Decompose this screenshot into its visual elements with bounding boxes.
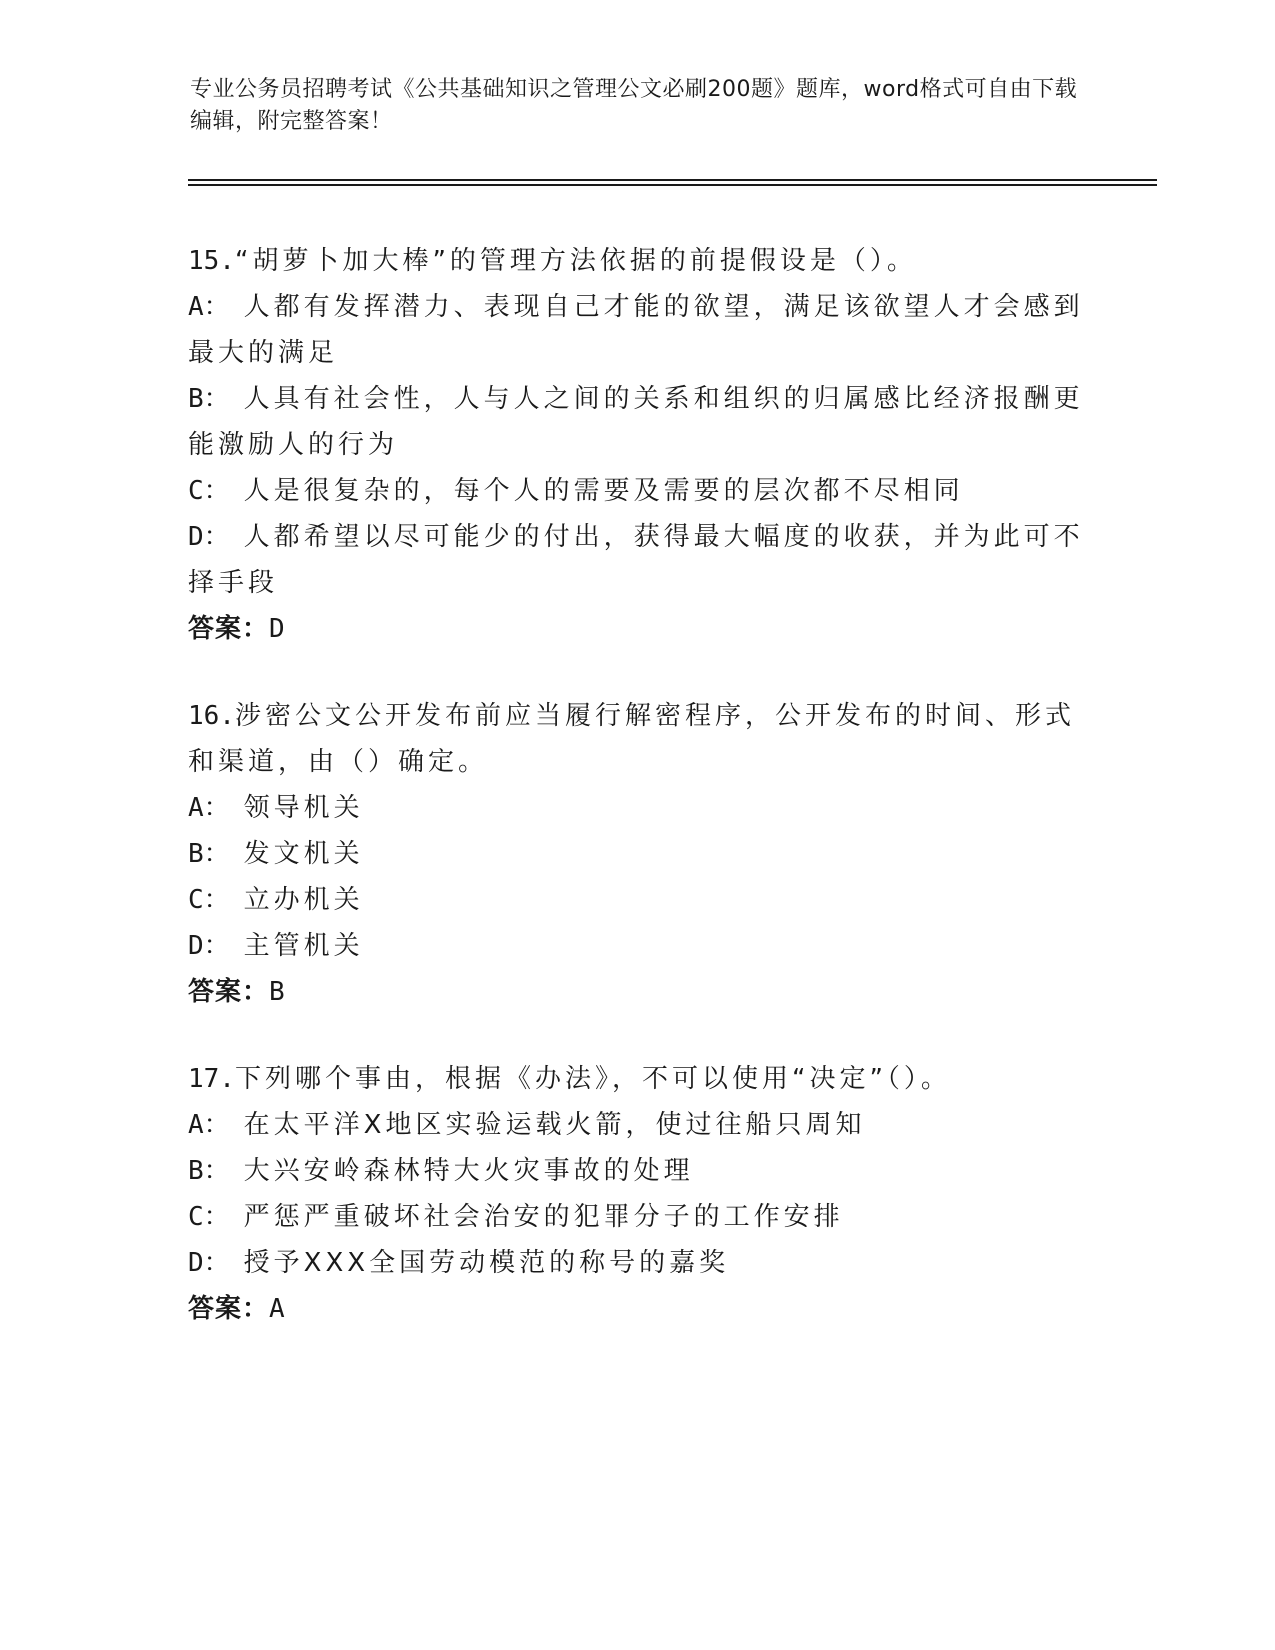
option-d bbox=[188, 1240, 1088, 1286]
question-16 bbox=[188, 693, 1088, 1015]
option-text: 授予XXX全国劳动模范的称号的嘉奖 bbox=[243, 1248, 730, 1278]
option-key: D： bbox=[188, 522, 230, 552]
option-key: A： bbox=[188, 292, 230, 322]
option-d bbox=[188, 514, 1088, 606]
answer-value: B bbox=[269, 977, 286, 1007]
answer bbox=[188, 969, 1088, 1015]
option-key: B： bbox=[188, 384, 230, 414]
option-a bbox=[188, 1102, 1088, 1148]
option-key: C： bbox=[188, 885, 230, 915]
header-divider-bottom bbox=[188, 184, 1157, 186]
answer-label: 答案： bbox=[188, 614, 270, 644]
option-key: D： bbox=[188, 931, 230, 961]
option-a bbox=[188, 785, 1088, 831]
option-text: 主管机关 bbox=[243, 931, 364, 961]
option-c bbox=[188, 877, 1088, 923]
option-key: B： bbox=[188, 1156, 230, 1186]
option-text: 在太平洋X地区实验运载火箭，使过往船只周知 bbox=[243, 1110, 866, 1140]
option-a bbox=[188, 284, 1088, 376]
option-text: 人都有发挥潜力、表现自己才能的欲望，满足该欲望人才会感到最大的满足 bbox=[188, 292, 1084, 368]
question-stem bbox=[188, 1056, 1088, 1102]
option-b bbox=[188, 376, 1088, 468]
option-text: 人是很复杂的，每个人的需要及需要的层次都不尽相同 bbox=[243, 476, 964, 506]
header-divider-top bbox=[188, 179, 1157, 181]
option-key: D： bbox=[188, 1248, 230, 1278]
option-text: 立办机关 bbox=[243, 885, 364, 915]
question-text: 下列哪个事由，根据《办法》，不可以使用“决定”（）。 bbox=[234, 1064, 951, 1094]
question-list bbox=[188, 238, 1088, 1373]
option-text: 人都希望以尽可能少的付出，获得最大幅度的收获，并为此可不择手段 bbox=[188, 522, 1084, 598]
option-key: C： bbox=[188, 476, 230, 506]
question-number: 15. bbox=[188, 246, 235, 276]
question-stem bbox=[188, 238, 1088, 284]
answer-value: D bbox=[269, 614, 286, 644]
option-c bbox=[188, 468, 1088, 514]
answer bbox=[188, 1286, 1088, 1332]
option-b bbox=[188, 1148, 1088, 1194]
option-key: A： bbox=[188, 1110, 230, 1140]
question-number: 16. bbox=[188, 701, 235, 731]
document-header bbox=[190, 74, 1090, 138]
option-text: 严惩严重破坏社会治安的犯罪分子的工作安排 bbox=[243, 1202, 844, 1232]
option-text: 发文机关 bbox=[243, 839, 364, 869]
answer bbox=[188, 606, 1088, 652]
question-number: 17. bbox=[188, 1064, 235, 1094]
header-title: 专业公务员招聘考试《公共基础知识之管理公文必刷200题》题库，word格式可自由下载编辑，附完整答案！ bbox=[190, 77, 1078, 134]
option-d bbox=[188, 923, 1088, 969]
option-key: C： bbox=[188, 1202, 230, 1232]
answer-value: A bbox=[269, 1294, 286, 1324]
option-b bbox=[188, 831, 1088, 877]
answer-label: 答案： bbox=[188, 1294, 270, 1324]
question-17 bbox=[188, 1056, 1088, 1332]
question-stem bbox=[188, 693, 1088, 785]
option-text: 大兴安岭森林特大火灾事故的处理 bbox=[243, 1156, 694, 1186]
option-text: 人具有社会性，人与人之间的关系和组织的归属感比经济报酬更能激励人的行为 bbox=[188, 384, 1084, 460]
option-key: A： bbox=[188, 793, 230, 823]
option-key: B： bbox=[188, 839, 230, 869]
question-text: “胡萝卜加大棒”的管理方法依据的前提假设是（）。 bbox=[234, 246, 917, 276]
option-c bbox=[188, 1194, 1088, 1240]
question-15 bbox=[188, 238, 1088, 652]
option-text: 领导机关 bbox=[243, 793, 364, 823]
answer-label: 答案： bbox=[188, 977, 270, 1007]
question-text: 涉密公文公开发布前应当履行解密程序，公开发布的时间、形式和渠道，由（）确定。 bbox=[188, 701, 1075, 777]
